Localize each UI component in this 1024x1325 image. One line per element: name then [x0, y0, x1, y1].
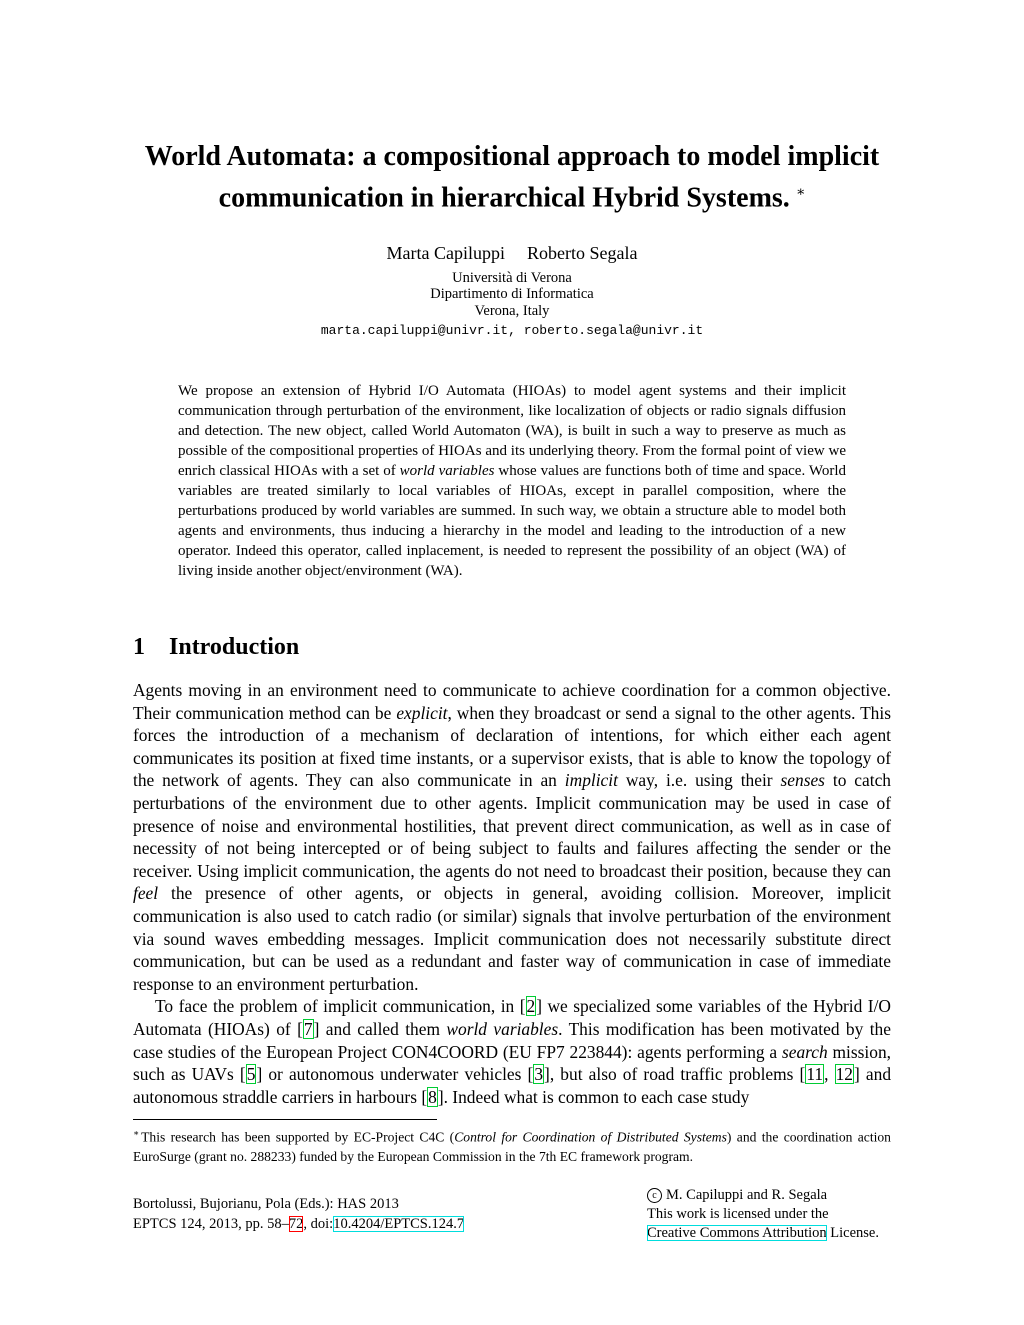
venue-editors: Bortolussi, Bujorianu, Pola (Eds.): HAS 2013	[133, 1196, 399, 1212]
creative-commons-link[interactable]: Creative Commons Attribution	[647, 1225, 827, 1241]
introduction-body	[133, 679, 891, 1108]
footnote-mark: ∗	[133, 1128, 140, 1138]
last-page-link[interactable]: 72	[288, 1216, 304, 1232]
title-line-2: communication in hierarchical Hybrid Systems. ∗	[218, 182, 806, 214]
affiliation-university: Università di Verona	[452, 270, 572, 286]
paragraph: To face the problem of implicit communication, in [2] we specialized some variables of the Hybrid I/O Automata (HIOAs) of [7] and called them world variables. This modification has been motivated by the case studies of the European Project CON4COORD (EU FP7 223844): agents performing a search mission, such as UAVs [5] or autonomous underwater vehicles [3], but also of road traffic problems [11, 12] and autonomous straddle carriers in harbours [8]. Indeed what is common to each case study	[133, 996, 892, 1107]
citation-link[interactable]: 5	[246, 1064, 256, 1085]
venue-info	[133, 1194, 464, 1234]
citation-link[interactable]: 2	[526, 996, 536, 1017]
section-title: Introduction	[169, 634, 300, 660]
author-list	[0, 241, 1024, 265]
abstract: We propose an extension of Hybrid I/O Automata (HIOAs) to model agent systems and their implicit communication through perturbation of the environment, like localization of objects or radio signals diffusion and detection. The new object, called World Automaton (WA), is built in such a way to preserve as much as possible of the compositional properties of HIOAs and its underlying theory. From the formal point of view we enrich classical HIOAs with a set of world variables whose values are functions both of time and space. World variables are treated similarly to local variables of HIOAs, except in parallel composition, where the perturbations produced by world variables are summed. In such way, we obtain a structure able to model both agents and environments, thus inducing a hierarchy in the model and leading to the introduction of a new operator. Indeed this operator, called inplacement, is needed to represent the possibility of an object (WA) of living inside another object/environment (WA).	[178, 383, 846, 579]
affiliation	[0, 270, 1024, 319]
venue-pages: EPTCS 124, 2013, pp. 58–72, doi:10.4204/EPTCS.124.7	[133, 1216, 465, 1232]
copyright-icon: c	[647, 1188, 662, 1203]
citation-link[interactable]: 3	[534, 1064, 544, 1085]
title-footnote-mark: ∗	[795, 185, 806, 200]
citation-link[interactable]: 11	[806, 1064, 824, 1085]
citation-link[interactable]: 7	[303, 1018, 313, 1039]
license-text: This work is licensed under the	[647, 1206, 829, 1222]
section-heading	[133, 632, 299, 662]
doi-link[interactable]: 10.4204/EPTCS.124.7	[333, 1216, 465, 1232]
abstract-emphasis: world variables	[399, 463, 495, 479]
license-line: Creative Commons Attribution License.	[647, 1225, 879, 1241]
affiliation-department: Dipartimento di Informatica	[430, 286, 594, 303]
title-line-1: World Automata: a compositional approach to model implicit	[144, 141, 880, 172]
license-info	[647, 1186, 879, 1243]
copyright-line: c M. Capiluppi and R. Segala	[647, 1186, 879, 1205]
affiliation-location: Verona, Italy	[474, 302, 550, 319]
section-number: 1	[133, 634, 145, 660]
citation-link[interactable]: 8	[428, 1086, 437, 1107]
paragraph: Agents moving in an environment need to communicate to achieve coordination for a common objective. Their communication method can be explicit, when they broadcast or send a signal to the other agents. This forces the introduction of a mechanism of declaration of intentions, for which either each agent communicates its position at fixed time instants, or a supervisor exists, that is able to know the topology of the network of agents. They can also communicate in an implicit way, i.e. using their senses to catch perturbations of the environment due to other agents. Implicit communication may be used in case of presence of noise and environmental hostilities, that prevent direct communication, as well as in case of necessity of not being intercepted or of being subject to faults and failures affecting the sender or the receiver. Using implicit communication, the agents do not need to broadcast their position, because they can feel the presence of other agents, or objects in general, avoiding collision. Moreover, implicit communication is also used to catch radio (or similar) signals that involve perturbation of the environment via sound waves embedding messages. Implicit communication does not necessarily substitute direct communication, but can be used as a redundant and faster way of communication in case of immediate response to an environment perturbation.	[133, 680, 892, 994]
author-emails: marta.capiluppi@univr.it, roberto.segala@univr.it	[320, 323, 704, 338]
author-name: Marta Capiluppi	[386, 243, 505, 263]
author-name: Roberto Segala	[527, 243, 638, 263]
footnote-rule	[133, 1119, 437, 1120]
paper-title	[60, 139, 964, 216]
citation-link[interactable]: 12	[835, 1064, 853, 1085]
footnote: ∗ This research has been supported by EC-Project C4C (Control for Coordination of Distributed Systems) and the coordination action EuroSurge (grant no. 288233) funded by the European Commission in the 7th EC framework program.	[133, 1128, 891, 1164]
